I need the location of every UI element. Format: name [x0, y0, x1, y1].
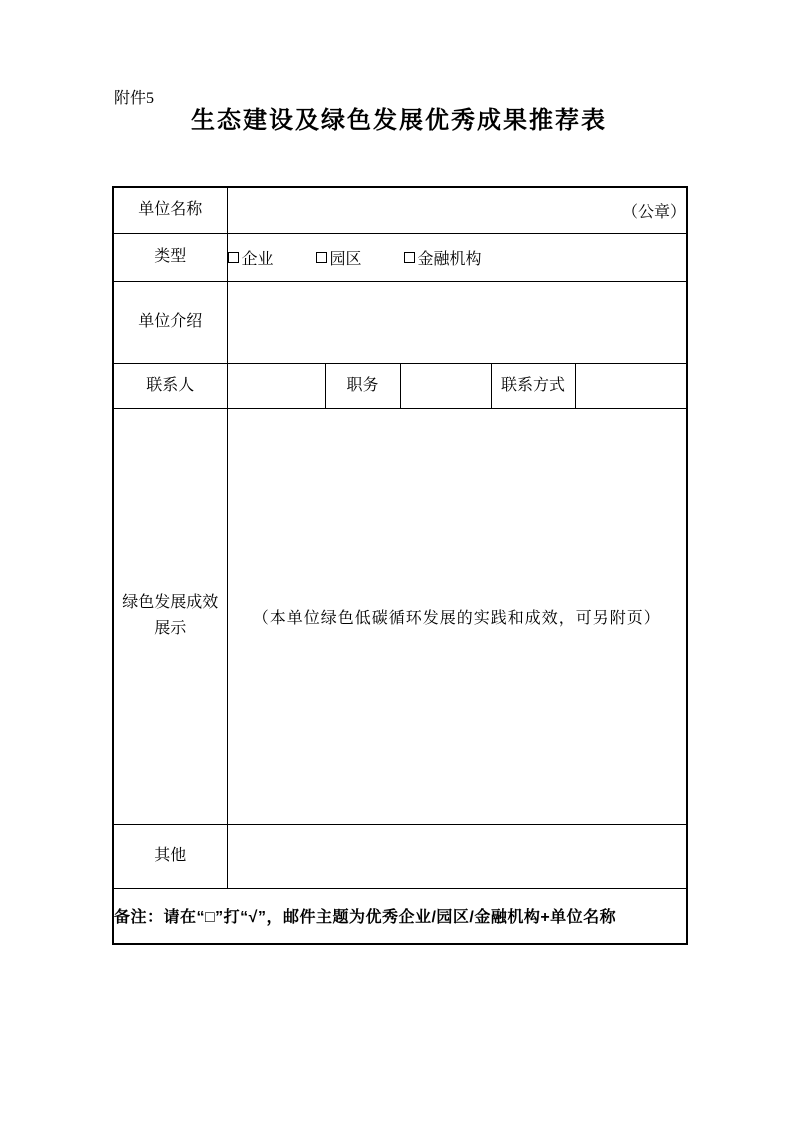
checkbox-label: 金融机构 — [417, 250, 482, 268]
checkbox-option-enterprise[interactable] — [228, 246, 274, 269]
row-achievements — [113, 408, 687, 824]
position-label: 职务 — [325, 363, 400, 408]
seal-hint: （公章） — [622, 203, 687, 221]
row-unit-name — [113, 187, 687, 233]
contact-input-cell[interactable] — [227, 363, 325, 408]
checkbox-icon — [316, 252, 327, 263]
position-input-cell[interactable] — [400, 363, 491, 408]
attachment-label: 附件5 — [114, 90, 155, 107]
row-note — [113, 888, 687, 944]
contact-label: 联系人 — [113, 363, 227, 408]
checkbox-icon — [228, 252, 239, 263]
type-options-cell — [227, 233, 687, 281]
checkbox-label: 园区 — [329, 250, 362, 268]
other-label: 其他 — [113, 824, 227, 888]
achievements-placeholder: （本单位绿色低碳循环发展的实践和成效，可另附页） — [252, 609, 661, 627]
row-other — [113, 824, 687, 888]
checkbox-icon — [404, 252, 415, 263]
checkbox-option-financial-institution[interactable] — [404, 246, 482, 269]
achievements-label-line1: 绿色发展成效 — [122, 594, 219, 611]
row-contact — [113, 363, 687, 408]
achievements-label-line2: 展示 — [154, 620, 187, 637]
achievements-input-cell[interactable] — [227, 408, 687, 824]
unit-intro-input-cell[interactable] — [227, 281, 687, 363]
note-text: 备注：请在“□”打“√”，邮件主题为优秀企业/园区/金融机构+单位名称 — [113, 888, 687, 944]
recommendation-form-table — [112, 186, 688, 945]
contact-method-input-cell[interactable] — [575, 363, 687, 408]
unit-name-label: 单位名称 — [113, 187, 227, 233]
row-type — [113, 233, 687, 281]
row-unit-intro — [113, 281, 687, 363]
document-title: 生态建设及绿色发展优秀成果推荐表 — [191, 107, 607, 134]
unit-intro-label: 单位介绍 — [113, 281, 227, 363]
other-input-cell[interactable] — [227, 824, 687, 888]
achievements-label — [113, 408, 227, 824]
checkbox-label: 企业 — [241, 250, 274, 268]
unit-name-input-cell[interactable] — [227, 187, 687, 233]
checkbox-option-park[interactable] — [316, 246, 362, 269]
contact-method-label: 联系方式 — [491, 363, 575, 408]
type-label: 类型 — [113, 233, 227, 281]
